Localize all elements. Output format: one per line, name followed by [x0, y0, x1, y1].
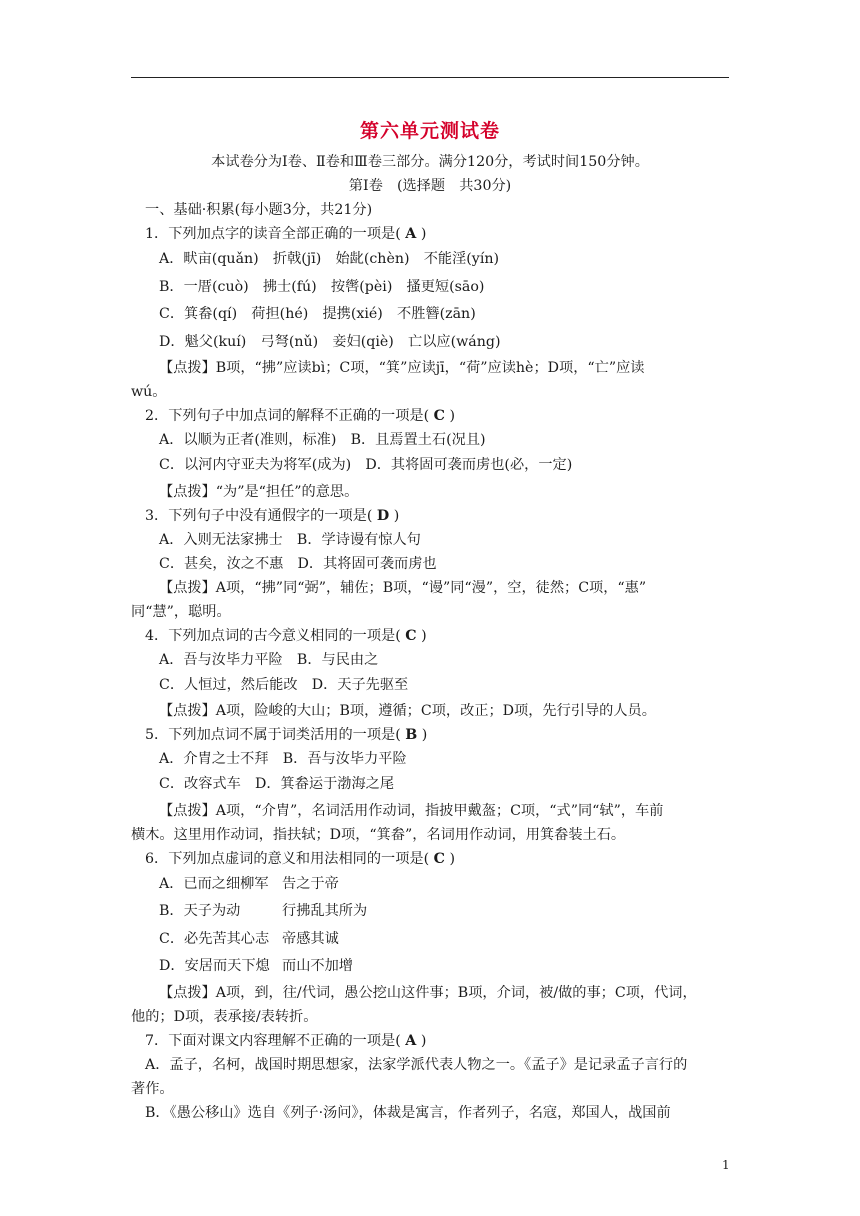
answer-letter: C	[433, 408, 445, 424]
question-6	[131, 847, 729, 871]
question-stem: 3．下列句子中没有通假字的一项是(	[145, 507, 373, 524]
page-number: 1	[722, 1158, 730, 1172]
option-a: A．畎亩(quǎn) 折戟(jī) 始龀(chèn) 不能淫(yín)	[159, 251, 500, 267]
hint-note-cont: 横木。这里用作动词，指扶轼；D项，“箕畚”，名词用作动词，用箕畚装土石。	[131, 826, 626, 843]
option-left: B．天子为动	[159, 903, 241, 919]
answer-letter: A	[405, 1032, 417, 1049]
option-left: D．安居而天下熄	[159, 958, 270, 974]
question-stem: 4．下列加点词的古今意义相同的一项是(	[145, 627, 401, 644]
page-title: 第六单元测试卷	[359, 120, 500, 142]
answer-letter: D	[376, 507, 390, 524]
hint-note: 【点拨】B项，“拂”应读bì；C项，“箕”应读jī，“荷”应读hè；D项，“亡”应读	[159, 360, 645, 376]
header-rule	[131, 77, 729, 78]
option-right: 而山不加增	[282, 958, 353, 974]
option-right: 告之于帝	[282, 875, 339, 892]
question-3	[131, 504, 729, 528]
question-close: )	[421, 627, 427, 644]
hint-note-cont: 同“慧”，聪明。	[131, 603, 231, 620]
question-close: )	[420, 1032, 427, 1049]
hint-note: 【点拨】A项，“介胄”，名词活用作动词，指披甲戴盔；C项，“式”同“轼”，车前	[159, 802, 664, 819]
section-heading: 一、基础·积累(每小题3分，共21分)	[145, 202, 373, 218]
question-stem: 2．下列句子中加点词的解释不正确的一项是(	[145, 408, 430, 424]
hint-note: 【点拨】A项，“拂”同“弼”，辅佐；B项，“谩”同“漫”，空，徒然；C项，“惠”	[159, 579, 647, 596]
question-stem: 1．下列加点字的读音全部正确的一项是(	[145, 226, 401, 242]
question-stem: 7．下面对课文内容理解不正确的一项是(	[145, 1032, 401, 1049]
option-cd: C．以河内守亚夫为将军(成为) D．其将固可袭而虏也(必，一定)	[159, 457, 573, 473]
option-a-cont: 著作。	[131, 1080, 174, 1097]
answer-letter: C	[433, 850, 445, 867]
option-b-row	[131, 898, 729, 926]
option-right: 行拂乱其所为	[282, 903, 368, 919]
option-cd: C．改容式车 D．箕畚运于渤海之尾	[159, 776, 395, 792]
hint-note: 【点拨】A项，险峻的大山；B项，遵循；C项，改正；D项，先行引导的人员。	[159, 703, 656, 719]
option-cd: C．人恒过，然后能改 D．天子先驱至	[159, 676, 409, 693]
option-left: A．已而之细柳军	[159, 875, 269, 892]
question-7	[131, 1029, 729, 1053]
option-b: B．《愚公移山》选自《列子·汤问》，体裁是寓言，作者列子，名寇，郑国人，战国前	[145, 1104, 671, 1121]
option-ab: A．入则无法家拂士 B．学诗谩有惊人句	[159, 531, 421, 548]
option-d: D．魁父(kuí) 弓弩(nǔ) 妾妇(qiè) 亡以应(wáng)	[159, 333, 501, 350]
answer-letter: A	[405, 226, 417, 242]
answer-letter: C	[405, 627, 417, 644]
question-stem: 6．下列加点虚词的意义和用法相同的一项是(	[145, 850, 430, 867]
option-cd: C．甚矣，汝之不惠 D．其将固可袭而虏也	[159, 555, 437, 572]
option-c: C．箕畚(qí) 荷担(hé) 提携(xié) 不胜簪(zān)	[159, 306, 476, 322]
question-4	[131, 624, 729, 648]
hint-note-cont: 他的；D项，表承接/表转折。	[131, 1008, 318, 1025]
option-b: B．一厝(cuò) 拂士(fú) 按辔(pèi) 搔更短(sāo)	[159, 278, 485, 295]
question-close: )	[421, 727, 428, 743]
document-body	[131, 150, 729, 1125]
answer-letter: B	[405, 727, 418, 743]
question-stem: 5．下列加点词不属于词类活用的一项是(	[145, 727, 401, 743]
hint-note: 【点拨】A项，到，往/代词，愚公挖山这件事；B项，介词，被/做的事；C项，代词，	[159, 984, 697, 1001]
option-ab: A．介胄之士不拜 B．吾与汝毕力平险	[159, 751, 407, 767]
option-right: 帝感其诚	[282, 930, 339, 947]
hint-note: 【点拨】“为”是“担任”的意思。	[159, 483, 359, 500]
question-close: )	[420, 226, 427, 242]
hint-note-cont: wú。	[131, 384, 167, 400]
question-close: )	[449, 850, 456, 867]
volume-heading: 第Ⅰ卷 (选择题 共30分)	[348, 178, 512, 194]
option-c-row	[131, 926, 729, 954]
question-1	[131, 222, 729, 246]
question-2	[131, 404, 729, 428]
question-close: )	[393, 507, 400, 524]
question-close: )	[449, 408, 456, 424]
option-a: A．孟子，名柯，战国时期思想家，法家学派代表人物之一。《孟子》是记录孟子言行的	[145, 1056, 688, 1073]
option-ab: A．以顺为正者(准则，标准) B．且焉置土石(况且)	[159, 432, 486, 448]
option-d-row	[131, 953, 729, 981]
intro-text: 本试卷分为Ⅰ卷、Ⅱ卷和Ⅲ卷三部分。满分120分，考试时间150分钟。	[211, 154, 649, 170]
option-ab: A．吾与汝毕力平险 B．与民由之	[159, 651, 379, 668]
question-5	[131, 723, 729, 747]
option-left: C．必先苦其心志	[159, 930, 270, 947]
option-a-row	[131, 871, 729, 899]
